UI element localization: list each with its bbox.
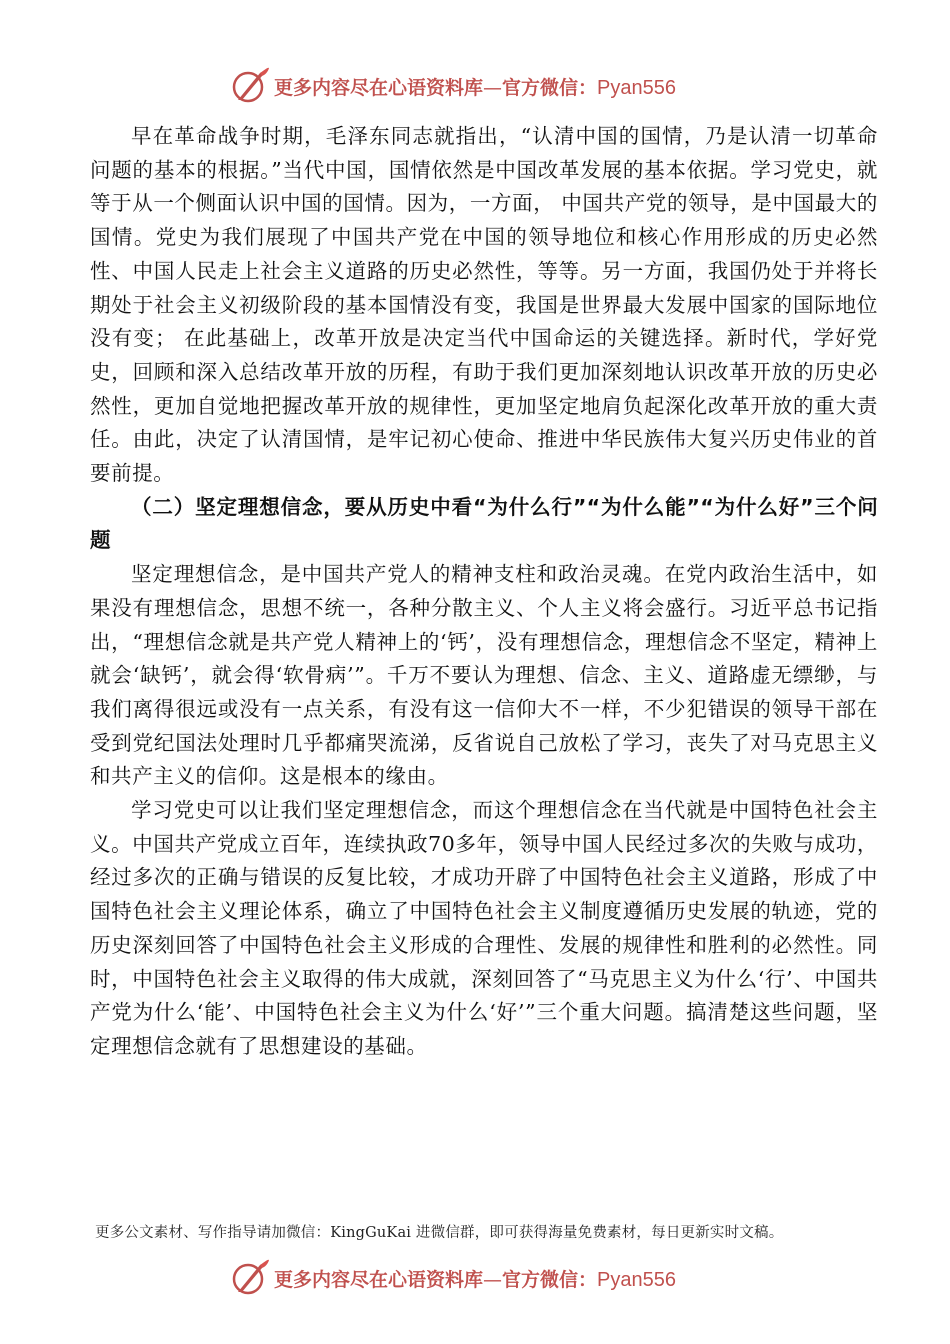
banner-text: 更多内容尽在心语资料库—官方微信：Pyan556: [274, 76, 676, 99]
paragraph: 坚定理想信念，是中国共产党人的精神支柱和政治灵魂。在党内政治生活中，如果没有理想信念，思想不统一，各种分散主义、个人主义将会盛行。习近平总书记指出，“理想信念就是共产党人精神上的‘钙’，没有理想信念，理想信念不坚定，精神上就会‘缺钙’，就会得‘软骨病’”。千万不要认为理想、信念、主义、道路虚无缥缈，与我们离得很远或没有一点关系，有没有这一信仰大不一样，不少犯错误的领导干部在受到党纪国法处理时几乎都痛哭流涕，反省说自己放松了学习，丧失了对马克思主义和共产主义的信仰。这是根本的缘由。: [90, 562, 878, 789]
banner-text: 更多内容尽在心语资料库—官方微信：Pyan556: [274, 1268, 676, 1291]
quill-logo-icon: [230, 67, 270, 105]
section-heading: （二）坚定理想信念，要从历史中看“为什么行”“为什么能”“为什么好”三个问题: [90, 494, 878, 553]
paragraph: 早在革命战争时期，毛泽东同志就指出，“认清中国的国情，乃是认清一切革命问题的基本的根据。”当代中国，国情依然是中国改革发展的基本依据。学习党史，就等于从一个侧面认识中国的国情。因为，一方面， 中国共产党的领导，是中国最大的国情。党史为我们展现了中国共产党在中国的领导地位和核心作用形成的历史必然性、中国人民走上社会主义道路的历史必然性，等等。另一方面，我国仍处于并将长期处于社会主义初级阶段的基本国情没有变，我国是世界最大发展中国家的国际地位没有变； 在此基础上，改革开放是决定当代中国命运的关键选择。新时代，学好党史，回顾和深入总结改革开放的历程，有助于我们更加深刻地认识改革开放的历史必然性，更加自觉地把握改革开放的规律性，更加坚定地肩负起深化改革开放的重大责任。由此，决定了认清国情，是牢记初心使命、推进中华民族伟大复兴历史伟业的首要前提。: [90, 124, 878, 486]
paragraph: 学习党史可以让我们坚定理想信念，而这个理想信念在当代就是中国特色社会主义。中国共产党成立百年，连续执政70多年，领导中国人民经过多次的失败与成功，经过多次的正确与错误的反复比较，才成功开辟了中国特色社会主义道路，形成了中国特色社会主义理论体系，确立了中国特色社会主义制度遵循历史发展的轨迹，党的历史深刻回答了中国特色社会主义形成的合理性、发展的规律性和胜利的必然性。同时，中国特色社会主义取得的伟大成就，深刻回答了“马克思主义为什么‘行’、中国共产党为什么‘能’、中国特色社会主义为什么‘好’”三个重大问题。搞清楚这些问题，坚定理想信念就有了思想建设的基础。: [90, 798, 878, 1058]
document-body: [90, 120, 878, 1064]
footer-note: 更多公文素材、写作指导请加微信：KingGuKai 进微信群，即可获得海量免费素材，每日更新实时文稿。: [95, 1225, 784, 1241]
quill-logo-icon: [230, 1259, 270, 1297]
footer-banner: [230, 1258, 750, 1298]
header-banner: [230, 66, 750, 106]
